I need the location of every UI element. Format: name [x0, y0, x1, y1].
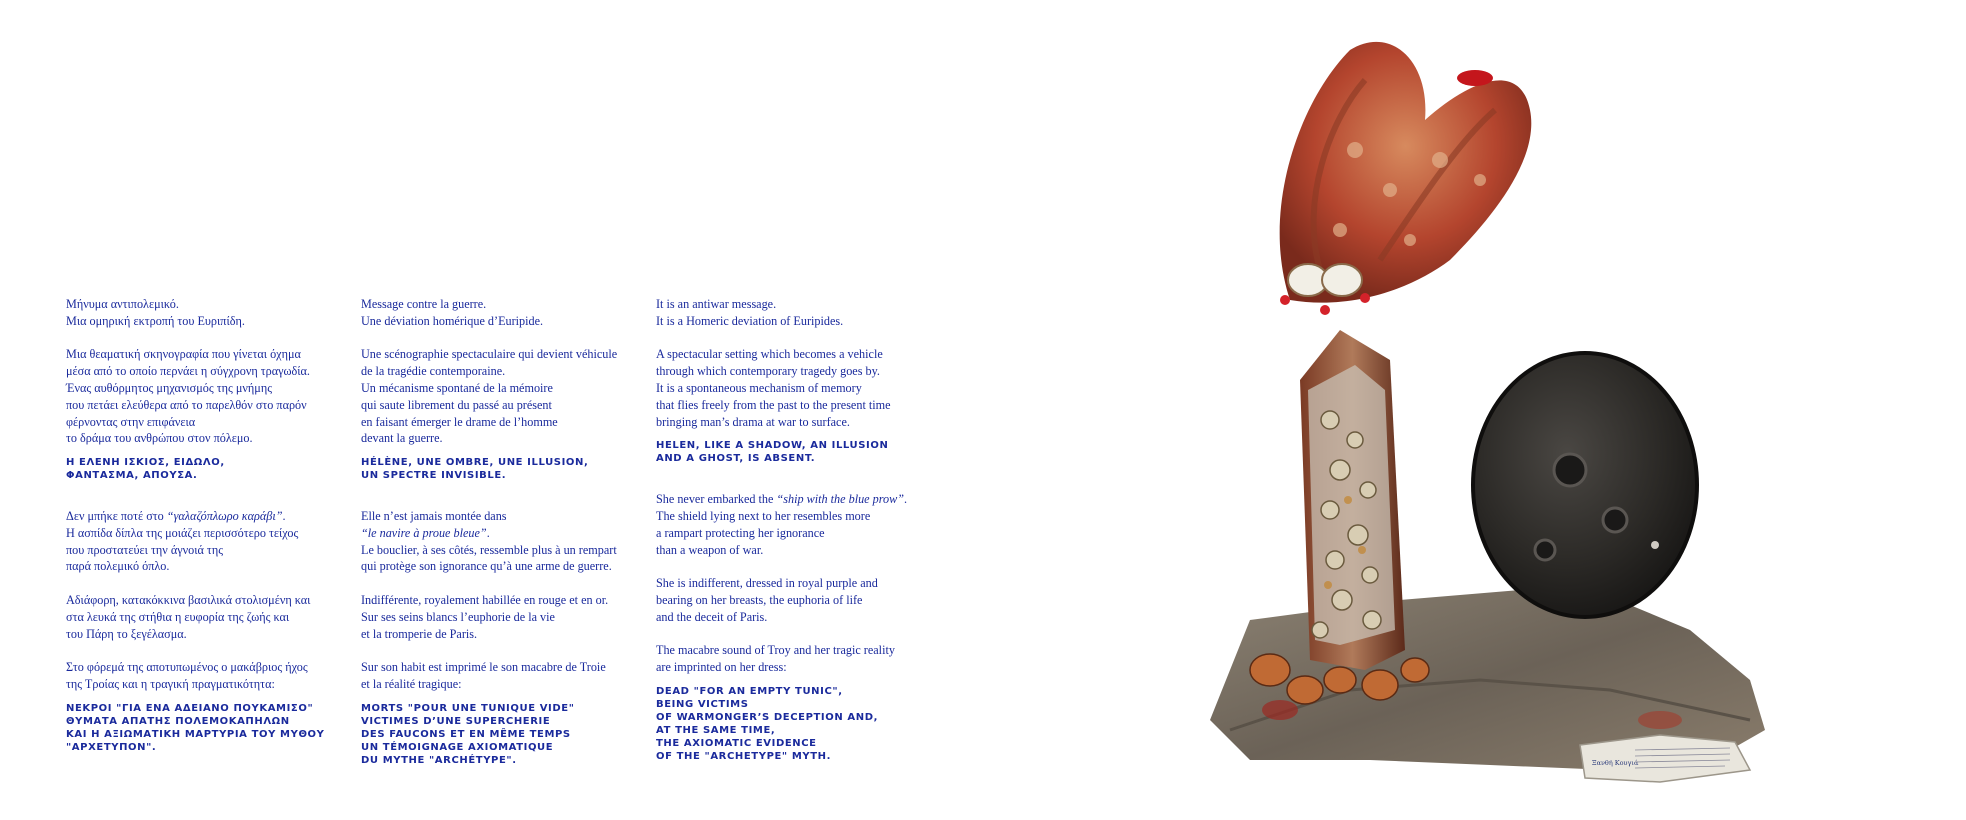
- paragraph-gap: [656, 676, 956, 685]
- text-line: [361, 525, 641, 542]
- paragraph-gap: [66, 482, 346, 491]
- text-line: Une scénographie spectaculaire qui devient véhicule: [361, 347, 618, 362]
- italic-phrase: “ship with the blue prow”: [776, 492, 905, 507]
- text-line: [66, 558, 346, 575]
- paragraph: [66, 659, 346, 693]
- text-line: [656, 525, 956, 542]
- paragraph-gap: [66, 642, 346, 659]
- text-line: φέρνοντας στην επιφάνεια: [66, 414, 196, 429]
- text-line: που πετάει ελεύθερα από το παρελθόν στο παρόν: [66, 397, 307, 412]
- text-line: She is indifferent, dressed in royal purple and: [656, 576, 878, 591]
- text-line: [66, 508, 346, 525]
- text-line: ΝΕΚΡΟΙ "ΓΙΑ ΕΝΑ ΑΔΕΙΑΝΟ ΠΟΥΚΑΜΙΣΟ": [66, 702, 314, 714]
- paragraph-gap: [361, 447, 641, 456]
- caps-heading: [66, 702, 346, 754]
- caps-heading: [656, 685, 956, 763]
- paragraph: [656, 491, 956, 558]
- text-line: bringing man’s drama at war to surface.: [656, 414, 850, 429]
- italic-phrase: “le navire à proue bleue”: [361, 525, 487, 540]
- helen-sculpture-image: [1190, 30, 1790, 800]
- sculpture-photo: [1190, 30, 1790, 800]
- text-line: bearing on her breasts, the euphoria of life: [656, 592, 863, 607]
- paragraph: [66, 346, 346, 447]
- text-line: "ΑΡΧΕΤΥΠΟΝ".: [66, 741, 157, 753]
- text-line: Message contre la guerre.: [361, 297, 487, 311]
- paragraph: [361, 508, 641, 575]
- paragraph: [66, 296, 346, 330]
- paragraph: [656, 575, 956, 625]
- paragraph-gap: [361, 767, 641, 776]
- text-line: Μήνυμα αντιπολεμικό.: [66, 297, 179, 311]
- text-line: HÉLÈNE, UNE OMBRE, UNE ILLUSION,: [361, 457, 589, 469]
- text-line: AT THE SAME TIME,: [656, 724, 776, 736]
- text-line: et la réalité tragique:: [361, 676, 462, 691]
- text-segment: .: [904, 492, 908, 507]
- text-line: [656, 542, 956, 559]
- text-line: The macabre sound of Troy and her tragic reality: [656, 643, 895, 658]
- text-line: devant la guerre.: [361, 431, 443, 446]
- text-line: and the deceit of Paris.: [656, 609, 768, 624]
- text-line: Η ΕΛΕΝΗ ΙΣΚΙΟΣ, ΕΙΔΩΛΟ,: [66, 457, 225, 469]
- text-line: [361, 542, 641, 559]
- caps-heading: [66, 456, 346, 482]
- text-segment: Δεν μπήκε ποτέ στο: [66, 508, 167, 523]
- text-segment: .: [486, 525, 490, 540]
- text-line: [66, 542, 346, 559]
- text-line: ΘΥΜΑΤΑ ΑΠΑΤΗΣ ΠΟΛΕΜΟΚΑΠΗΛΩΝ: [66, 715, 290, 727]
- text-line: that flies freely from the past to the present time: [656, 397, 891, 412]
- text-line: [361, 508, 641, 525]
- paragraph: [66, 592, 346, 642]
- italic-phrase: “γαλαζόπλωρο καράβι”: [166, 508, 283, 523]
- text-line: μέσα από το οποίο περνάει η σύγχρονη τραγωδία.: [66, 364, 310, 379]
- text-segment: The shield lying next to her resembles more: [656, 508, 871, 523]
- paragraph-gap: [66, 575, 346, 592]
- paragraph: [66, 508, 346, 575]
- paragraph-gap: [66, 754, 346, 763]
- paragraph-gap: [66, 693, 346, 702]
- caps-heading: [361, 456, 641, 482]
- text-segment: που προστατεύει την άγνοιά της: [66, 542, 224, 557]
- text-line: et la tromperie de Paris.: [361, 626, 478, 641]
- paragraph: [656, 642, 956, 676]
- text-line: [656, 491, 956, 508]
- caps-heading: [656, 439, 956, 465]
- text-segment: than a weapon of war.: [656, 542, 764, 557]
- text-segment: Elle n’est jamais montée dans: [361, 508, 507, 523]
- text-line: OF THE "ARCHETYPE" MYTH.: [656, 750, 832, 762]
- text-line: BEING VICTIMS: [656, 698, 749, 710]
- plaque-signature: Ξανθή Κουγιά: [1592, 759, 1639, 767]
- paragraph-gap: [656, 465, 956, 474]
- text-segment: Η ασπίδα δίπλα της μοιάζει περισσότερο τείχος: [66, 525, 299, 540]
- text-segment: a rampart protecting her ignorance: [656, 525, 825, 540]
- text-line: ΦΑΝΤΑΣΜΑ, ΑΠΟΥΣΑ.: [66, 470, 198, 482]
- text-line: A spectacular setting which becomes a vehicle: [656, 347, 883, 362]
- paragraph: [656, 296, 956, 330]
- paragraph-gap: [361, 575, 641, 592]
- text-line: through which contemporary tragedy goes by.: [656, 364, 880, 379]
- text-segment: She never embarked the: [656, 492, 777, 507]
- paragraph-gap: [361, 482, 641, 491]
- paragraph-gap: [656, 558, 956, 575]
- paragraph-gap: [656, 626, 956, 643]
- french-text-column: [361, 296, 641, 776]
- text-line: UN TÉMOIGNAGE AXIOMATIQUE: [361, 741, 554, 753]
- text-line: Μια θεαματική σκηνογραφία που γίνεται όχημα: [66, 347, 301, 362]
- text-line: [361, 558, 641, 575]
- text-line: DEAD "FOR AN EMPTY TUNIC",: [656, 685, 843, 697]
- text-line: MORTS "POUR UNE TUNIQUE VIDE": [361, 702, 575, 714]
- paragraph-gap: [656, 430, 956, 439]
- text-line: AND A GHOST, IS ABSENT.: [656, 453, 816, 465]
- text-line: qui saute librement du passé au présent: [361, 397, 552, 412]
- paragraph: [361, 296, 641, 330]
- text-line: THE AXIOMATIC EVIDENCE: [656, 737, 817, 749]
- text-line: Sur ses seins blancs l’euphorie de la vie: [361, 609, 555, 624]
- paragraph: [361, 592, 641, 642]
- paragraph-gap: [66, 491, 346, 508]
- text-line: It is a spontaneous mechanism of memory: [656, 380, 862, 395]
- text-line: de la tragédie contemporaine.: [361, 364, 506, 379]
- text-line: Sur son habit est imprimé le son macabre de Troie: [361, 660, 606, 675]
- text-line: HELEN, LIKE A SHADOW, AN ILLUSION: [656, 440, 889, 452]
- text-line: are imprinted on her dress:: [656, 660, 787, 675]
- text-line: DES FAUCONS ET EN MÊME TEMPS: [361, 728, 571, 740]
- text-line: [656, 508, 956, 525]
- paragraph: [361, 659, 641, 693]
- text-line: It is an antiwar message.: [656, 297, 777, 311]
- paragraph: [656, 346, 956, 430]
- text-line: ΚΑΙ Η ΑΞΙΩΜΑΤΙΚΗ ΜΑΡΤΥΡΙΑ ΤΟΥ ΜΥΘΟΥ: [66, 728, 325, 740]
- caps-heading: [361, 702, 641, 767]
- text-line: Un mécanisme spontané de la mémoire: [361, 380, 553, 395]
- text-line: [66, 525, 346, 542]
- paragraph-gap: [656, 763, 956, 772]
- text-line: UN SPECTRE INVISIBLE.: [361, 470, 507, 482]
- text-line: en faisant émerger le drame de l’homme: [361, 414, 558, 429]
- text-line: Indifférente, royalement habillée en rouge et en or.: [361, 592, 609, 607]
- paragraph-gap: [656, 330, 956, 347]
- text-line: It is a Homeric deviation of Euripides.: [656, 313, 844, 328]
- english-text-column: [656, 296, 956, 772]
- paragraph-gap: [66, 447, 346, 456]
- text-segment: .: [282, 508, 286, 523]
- paragraph-gap: [656, 474, 956, 491]
- text-line: Ένας αυθόρμητος μηχανισμός της μνήμης: [66, 380, 273, 395]
- text-segment: παρά πολεμικό όπλο.: [66, 559, 170, 574]
- paragraph-gap: [361, 330, 641, 347]
- text-line: Αδιάφορη, κατακόκκινα βασιλικά στολισμένη και: [66, 592, 311, 607]
- text-line: VICTIMES D’UNE SUPERCHERIE: [361, 715, 551, 727]
- paragraph-gap: [66, 330, 346, 347]
- text-line: στα λευκά της στήθια η ευφορία της ζωής και: [66, 609, 290, 624]
- text-segment: Le bouclier, à ses côtés, ressemble plus à un rempart: [361, 542, 617, 557]
- text-segment: qui protège son ignorance qu’à une arme de guerre.: [361, 559, 612, 574]
- text-line: το δράμα του ανθρώπου στον πόλεμο.: [66, 431, 253, 446]
- text-line: Une déviation homérique d’Euripide.: [361, 313, 544, 328]
- paragraph-gap: [361, 642, 641, 659]
- text-line: Στο φόρεμά της αποτυπωμένος ο μακάβριος ήχος: [66, 660, 308, 675]
- text-line: της Τροίας και η τραγική πραγματικότητα:: [66, 676, 275, 691]
- text-line: DU MYTHE "ARCHÉTYPE".: [361, 754, 517, 766]
- text-line: OF WARMONGER’S DECEPTION AND,: [656, 711, 879, 723]
- paragraph-gap: [361, 491, 641, 508]
- text-line: Μια ομηρική εκτροπή του Ευριπίδη.: [66, 313, 245, 328]
- text-line: του Πάρη το ξεγέλασμα.: [66, 626, 187, 641]
- greek-text-column: [66, 296, 346, 763]
- paragraph: [361, 346, 641, 447]
- paragraph-gap: [361, 693, 641, 702]
